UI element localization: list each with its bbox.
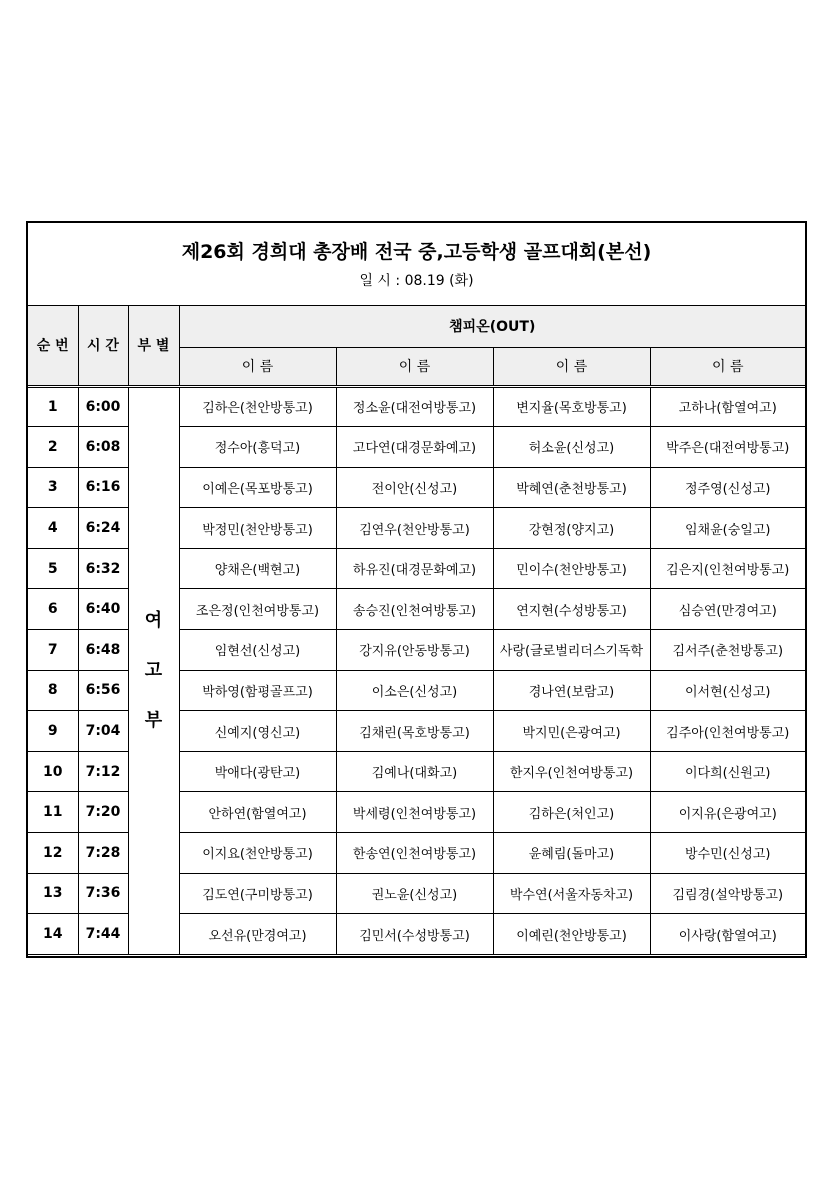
player-cell-3: 경나연(보람고) [493, 670, 650, 711]
order-cell: 7 [28, 630, 78, 671]
tee-time-cell: 6:24 [78, 508, 128, 549]
pairing-table [28, 306, 805, 955]
header-course: 챔피온(OUT) [179, 306, 805, 347]
date-line: 일 시 : 08.19 (화) [359, 273, 474, 289]
player-cell-3: 변지율(목호방통고) [493, 386, 650, 427]
player-cell-1: 조은정(인천여방통고) [179, 589, 336, 630]
player-cell-1: 김하은(천안방통고) [179, 386, 336, 427]
player-cell-3: 허소윤(신성고) [493, 427, 650, 468]
player-cell-2: 박세령(인천여방통고) [336, 792, 493, 833]
player-cell-4: 이서현(신성고) [650, 670, 805, 711]
player-cell-4: 이지유(은광여고) [650, 792, 805, 833]
player-cell-2: 김채린(목호방통고) [336, 711, 493, 752]
tee-time-cell: 6:16 [78, 467, 128, 508]
title-block [28, 223, 805, 306]
order-cell: 4 [28, 508, 78, 549]
player-cell-2: 김예나(대화고) [336, 751, 493, 792]
player-cell-4: 김서주(춘천방통고) [650, 630, 805, 671]
tee-time-cell: 7:28 [78, 833, 128, 874]
player-cell-4: 박주은(대전여방통고) [650, 427, 805, 468]
order-cell: 6 [28, 589, 78, 630]
tee-time-cell: 6:48 [78, 630, 128, 671]
player-cell-1: 정수아(흥덕고) [179, 427, 336, 468]
order-cell: 3 [28, 467, 78, 508]
tee-time-cell: 6:40 [78, 589, 128, 630]
player-cell-1: 오선유(만경여고) [179, 914, 336, 955]
table-row [28, 386, 805, 427]
player-cell-3: 박수연(서울자동차고) [493, 873, 650, 914]
header-division: 부 별 [128, 306, 179, 386]
player-cell-4: 김주아(인천여방통고) [650, 711, 805, 752]
tee-time-cell: 6:00 [78, 386, 128, 427]
player-cell-1: 박정민(천안방통고) [179, 508, 336, 549]
player-cell-2: 전이안(신성고) [336, 467, 493, 508]
player-cell-2: 정소윤(대전여방통고) [336, 386, 493, 427]
player-cell-4: 심승연(만경여고) [650, 589, 805, 630]
player-cell-1: 박하영(함평골프고) [179, 670, 336, 711]
order-cell: 2 [28, 427, 78, 468]
tee-time-cell: 7:36 [78, 873, 128, 914]
player-cell-2: 송승진(인천여방통고) [336, 589, 493, 630]
pairing-rows [28, 386, 805, 954]
division-char: 여 [144, 609, 163, 631]
player-cell-1: 신예지(영신고) [179, 711, 336, 752]
order-cell: 12 [28, 833, 78, 874]
player-cell-1: 김도연(구미방통고) [179, 873, 336, 914]
player-cell-1: 이지요(천안방통고) [179, 833, 336, 874]
tee-time-cell: 7:44 [78, 914, 128, 955]
order-cell: 11 [28, 792, 78, 833]
player-cell-2: 김민서(수성방통고) [336, 914, 493, 955]
player-cell-2: 강지유(안동방통고) [336, 630, 493, 671]
order-cell: 14 [28, 914, 78, 955]
player-cell-4: 고하나(함열여고) [650, 386, 805, 427]
order-cell: 13 [28, 873, 78, 914]
player-cell-1: 양채은(백현고) [179, 548, 336, 589]
order-cell: 1 [28, 386, 78, 427]
player-cell-3: 사랑(글로벌리더스기독학 [493, 630, 650, 671]
player-cell-2: 이소은(신성고) [336, 670, 493, 711]
tee-time-cell: 6:08 [78, 427, 128, 468]
page-title: 제26회 경희대 총장배 전국 중,고등학생 골프대회(본선) [181, 241, 652, 263]
player-cell-1: 안하연(함열여고) [179, 792, 336, 833]
player-cell-3: 윤혜림(돌마고) [493, 833, 650, 874]
player-cell-4: 방수민(신성고) [650, 833, 805, 874]
tee-time-cell: 6:32 [78, 548, 128, 589]
header-name-4: 이 름 [650, 347, 805, 386]
header-name-3: 이 름 [493, 347, 650, 386]
player-cell-3: 김하은(처인고) [493, 792, 650, 833]
player-cell-4: 임채윤(숭일고) [650, 508, 805, 549]
division-char: 고 [144, 659, 163, 681]
player-cell-4: 정주영(신성고) [650, 467, 805, 508]
player-cell-1: 임현선(신성고) [179, 630, 336, 671]
player-cell-4: 이사랑(함열여고) [650, 914, 805, 955]
header-order: 순 번 [28, 306, 78, 386]
tee-time-cell: 7:12 [78, 751, 128, 792]
player-cell-2: 한송연(인천여방통고) [336, 833, 493, 874]
player-cell-2: 고다연(대경문화예고) [336, 427, 493, 468]
header-name-1: 이 름 [179, 347, 336, 386]
order-cell: 8 [28, 670, 78, 711]
header-time: 시 간 [78, 306, 128, 386]
tee-time-cell: 7:04 [78, 711, 128, 752]
player-cell-4: 이다희(신원고) [650, 751, 805, 792]
player-cell-4: 김은지(인천여방통고) [650, 548, 805, 589]
header-name-2: 이 름 [336, 347, 493, 386]
player-cell-3: 박지민(은광여고) [493, 711, 650, 752]
pairing-sheet [26, 221, 807, 958]
player-cell-1: 박애다(광탄고) [179, 751, 336, 792]
division-cell [128, 386, 179, 954]
player-cell-2: 권노윤(신성고) [336, 873, 493, 914]
player-cell-1: 이예은(목포방통고) [179, 467, 336, 508]
player-cell-2: 하유진(대경문화예고) [336, 548, 493, 589]
player-cell-3: 연지현(수성방통고) [493, 589, 650, 630]
player-cell-3: 박혜연(춘천방통고) [493, 467, 650, 508]
player-cell-2: 김연우(천안방통고) [336, 508, 493, 549]
order-cell: 5 [28, 548, 78, 589]
order-cell: 9 [28, 711, 78, 752]
order-cell: 10 [28, 751, 78, 792]
player-cell-3: 강현정(양지고) [493, 508, 650, 549]
player-cell-3: 한지우(인천여방통고) [493, 751, 650, 792]
player-cell-3: 민이수(천안방통고) [493, 548, 650, 589]
tee-time-cell: 7:20 [78, 792, 128, 833]
player-cell-3: 이예린(천안방통고) [493, 914, 650, 955]
player-cell-4: 김림경(설악방통고) [650, 873, 805, 914]
division-char: 부 [144, 709, 163, 731]
tee-time-cell: 6:56 [78, 670, 128, 711]
